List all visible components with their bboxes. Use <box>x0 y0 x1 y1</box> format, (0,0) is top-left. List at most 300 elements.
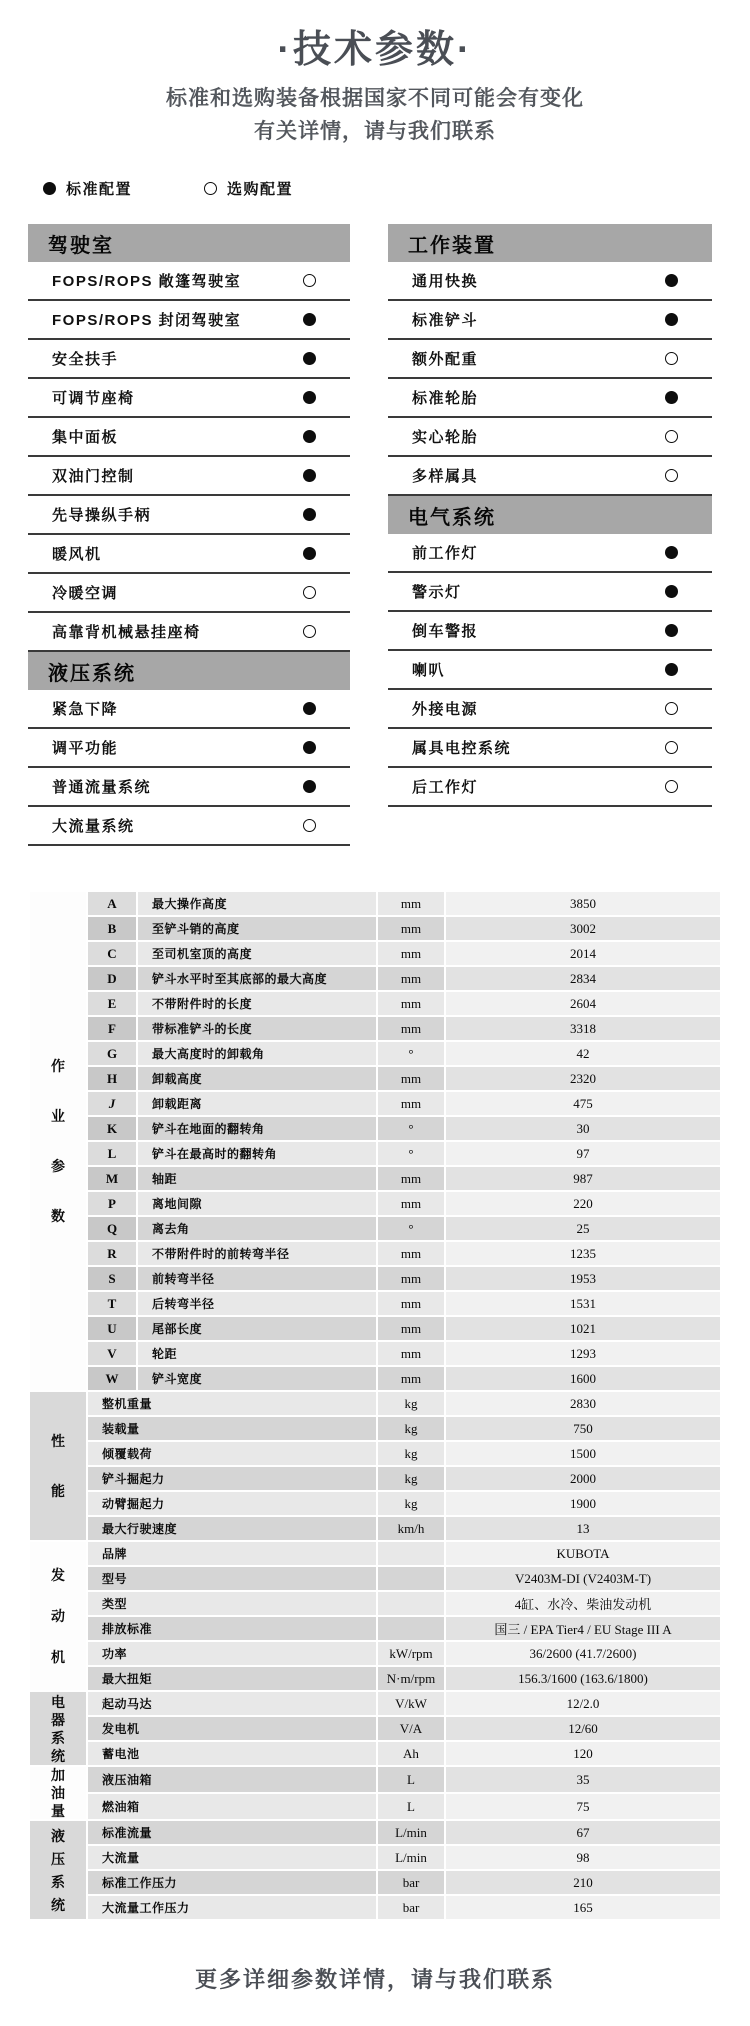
spec-row <box>30 1492 720 1515</box>
optional-dot-icon <box>665 469 678 482</box>
spec-row-name: 品牌 <box>88 1542 376 1565</box>
spec-row-value: 156.3/1600 (163.6/1800) <box>446 1667 720 1690</box>
standard-dot-icon <box>665 274 678 287</box>
spec-row-value: 2000 <box>446 1467 720 1490</box>
spec-row-name: 整机重量 <box>88 1392 376 1415</box>
config-column-right <box>388 224 712 807</box>
group-label-char: 量 <box>51 1803 65 1819</box>
standard-dot-icon <box>303 430 316 443</box>
spec-group-label <box>30 1542 86 1690</box>
spec-row-name: 前转弯半径 <box>138 1267 376 1290</box>
spec-group-label <box>30 892 86 1390</box>
optional-dot-icon <box>665 702 678 715</box>
spec-row-unit: bar <box>378 1871 444 1894</box>
spec-row-value: KUBOTA <box>446 1542 720 1565</box>
page-title: ·技术参数· <box>277 29 473 71</box>
legend-optional <box>204 178 293 199</box>
spec-row-name: 铲斗掘起力 <box>88 1467 376 1490</box>
standard-dot-icon <box>665 313 678 326</box>
spec-row-letter: K <box>88 1117 136 1140</box>
standard-dot-icon <box>303 780 316 793</box>
config-row <box>388 534 712 573</box>
legend-standard <box>43 178 132 199</box>
spec-row-value: 1235 <box>446 1242 720 1265</box>
spec-row-name: 燃油箱 <box>88 1794 376 1819</box>
spec-row-value: 35 <box>446 1767 720 1792</box>
spec-row <box>30 942 720 965</box>
config-row <box>28 768 350 807</box>
spec-row-unit: mm <box>378 1192 444 1215</box>
spec-row <box>30 1767 720 1792</box>
config-row <box>28 807 350 846</box>
spec-row-unit: kg <box>378 1492 444 1515</box>
spec-row-value: 2604 <box>446 992 720 1015</box>
spec-row-name: 大流量工作压力 <box>88 1896 376 1919</box>
standard-dot-icon <box>665 391 678 404</box>
config-row <box>388 651 712 690</box>
group-label-char: 发 <box>51 1567 65 1583</box>
spec-row <box>30 1217 720 1240</box>
spec-row-name: 铲斗水平时至其底部的最大高度 <box>138 967 376 990</box>
spec-group-label <box>30 1392 86 1540</box>
config-item-label: 普通流量系统 <box>52 779 152 796</box>
config-row <box>388 340 712 379</box>
spec-row-letter: G <box>88 1042 136 1065</box>
config-item-label: 标准轮胎 <box>412 390 479 407</box>
spec-group-label-text <box>30 1767 86 1819</box>
spec-row-value: 1500 <box>446 1442 720 1465</box>
spec-row-name: 类型 <box>88 1592 376 1615</box>
spec-row-value: 1600 <box>446 1367 720 1390</box>
spec-row <box>30 1167 720 1190</box>
config-row <box>388 379 712 418</box>
config-item-label: 倒车警报 <box>412 623 479 640</box>
config-row <box>28 613 350 652</box>
spec-row-value: 987 <box>446 1167 720 1190</box>
spec-row-unit: mm <box>378 1067 444 1090</box>
config-item-label: 冷暖空调 <box>52 585 119 602</box>
spec-row-name: 至铲斗销的高度 <box>138 917 376 940</box>
standard-dot-icon <box>303 547 316 560</box>
spec-row <box>30 892 720 915</box>
spec-group-label-text <box>30 1828 86 1913</box>
spec-row-value: 120 <box>446 1742 720 1765</box>
standard-dot-icon <box>303 702 316 715</box>
spec-row-unit: N·m/rpm <box>378 1667 444 1690</box>
group-label-char: 统 <box>51 1896 65 1913</box>
spec-row-value: 3318 <box>446 1017 720 1040</box>
spec-row-value: 12/60 <box>446 1717 720 1740</box>
spec-row-unit: mm <box>378 1267 444 1290</box>
config-row <box>28 690 350 729</box>
spec-row-unit: kg <box>378 1392 444 1415</box>
spec-row <box>30 1142 720 1165</box>
spec-row-name: 至司机室顶的高度 <box>138 942 376 965</box>
spec-row-name: 铲斗在最高时的翻转角 <box>138 1142 376 1165</box>
spec-row-name: 标准工作压力 <box>88 1871 376 1894</box>
legend-optional-label: 选购配置 <box>227 180 294 198</box>
config-item-label: 集中面板 <box>52 429 119 446</box>
spec-row-value: 13 <box>446 1517 720 1540</box>
config-item-label: 标准铲斗 <box>412 312 479 329</box>
section-header: 液压系统 <box>28 652 350 690</box>
spec-row-unit: kW/rpm <box>378 1642 444 1665</box>
spec-row-name: 最大操作高度 <box>138 892 376 915</box>
standard-dot-icon <box>303 352 316 365</box>
spec-row-value: 67 <box>446 1821 720 1844</box>
spec-row-unit: bar <box>378 1896 444 1919</box>
spec-group-label <box>30 1821 86 1919</box>
spec-row-value: 98 <box>446 1846 720 1869</box>
legend-standard-label: 标准配置 <box>66 180 133 198</box>
standard-dot-icon <box>665 663 678 676</box>
spec-row-unit <box>378 1617 444 1640</box>
spec-row-name: 尾部长度 <box>138 1317 376 1340</box>
spec-row-value: 12/2.0 <box>446 1692 720 1715</box>
spec-row <box>30 992 720 1015</box>
spec-row-letter: E <box>88 992 136 1015</box>
group-label-char: 参 <box>51 1158 65 1174</box>
configuration-lists <box>28 224 722 846</box>
spec-row-name: 铲斗宽度 <box>138 1367 376 1390</box>
config-item-label: 前工作灯 <box>412 545 479 562</box>
spec-row <box>30 1592 720 1615</box>
standard-dot-icon <box>43 182 56 195</box>
spec-row-letter: T <box>88 1292 136 1315</box>
spec-row-unit: L/min <box>378 1821 444 1844</box>
config-row <box>388 262 712 301</box>
optional-dot-icon <box>665 352 678 365</box>
spec-row-letter: C <box>88 942 136 965</box>
spec-row-unit: mm <box>378 1167 444 1190</box>
spec-row <box>30 1871 720 1894</box>
spec-group-label-text <box>30 1567 86 1665</box>
page-subtitle-line2: 有关详情，请与我们联系 <box>254 120 496 143</box>
config-row <box>28 301 350 340</box>
standard-dot-icon <box>665 585 678 598</box>
spec-row <box>30 1717 720 1740</box>
group-label-char: 油 <box>51 1785 65 1801</box>
config-row <box>28 496 350 535</box>
group-label-char: 系 <box>51 1729 65 1746</box>
group-label-char: 数 <box>51 1208 65 1224</box>
spec-row-value: 国三 / EPA Tier4 / EU Stage III A <box>446 1617 720 1640</box>
spec-row-unit: mm <box>378 1317 444 1340</box>
spec-row-unit: mm <box>378 1292 444 1315</box>
config-item-label: 大流量系统 <box>52 818 135 835</box>
spec-row <box>30 1317 720 1340</box>
spec-row-name: 发电机 <box>88 1717 376 1740</box>
spec-row <box>30 1567 720 1590</box>
spec-row <box>30 1417 720 1440</box>
spec-row-letter: D <box>88 967 136 990</box>
spec-row-name: 最大扭矩 <box>88 1667 376 1690</box>
spec-row-value: V2403M-DI (V2403M-T) <box>446 1567 720 1590</box>
config-row <box>388 729 712 768</box>
spec-row-name: 动臂掘起力 <box>88 1492 376 1515</box>
spec-row-value: 2320 <box>446 1067 720 1090</box>
spec-row <box>30 967 720 990</box>
spec-row-unit <box>378 1542 444 1565</box>
spec-row-value: 42 <box>446 1042 720 1065</box>
spec-row-name: 装载量 <box>88 1417 376 1440</box>
optional-dot-icon <box>665 780 678 793</box>
group-label-char: 动 <box>51 1608 65 1624</box>
spec-row-value: 1293 <box>446 1342 720 1365</box>
spec-row-letter: B <box>88 917 136 940</box>
spec-row-name: 后转弯半径 <box>138 1292 376 1315</box>
spec-row-name: 最大高度时的卸载角 <box>138 1042 376 1065</box>
spec-row-name: 排放标准 <box>88 1617 376 1640</box>
spec-row <box>30 1067 720 1090</box>
standard-dot-icon <box>303 391 316 404</box>
spec-row-name: 功率 <box>88 1642 376 1665</box>
spec-row-value: 97 <box>446 1142 720 1165</box>
spec-row-name: 离去角 <box>138 1217 376 1240</box>
group-label-char: 电 <box>51 1693 65 1710</box>
spec-row <box>30 1192 720 1215</box>
config-row <box>28 729 350 768</box>
config-item-label: 先导操纵手柄 <box>52 507 152 524</box>
spec-row-value: 25 <box>446 1217 720 1240</box>
config-row <box>28 418 350 457</box>
spec-row-value: 3850 <box>446 892 720 915</box>
spec-row <box>30 1794 720 1819</box>
config-row <box>28 535 350 574</box>
spec-row-value: 750 <box>446 1417 720 1440</box>
spec-row-unit: V/A <box>378 1717 444 1740</box>
spec-row-letter: S <box>88 1267 136 1290</box>
spec-row-unit: kg <box>378 1467 444 1490</box>
spec-row-unit <box>378 1592 444 1615</box>
spec-row <box>30 1117 720 1140</box>
config-column-left <box>28 224 350 846</box>
spec-row <box>30 1042 720 1065</box>
optional-dot-icon <box>665 430 678 443</box>
standard-dot-icon <box>665 624 678 637</box>
spec-row-letter: H <box>88 1067 136 1090</box>
config-row <box>388 690 712 729</box>
optional-dot-icon <box>303 625 316 638</box>
spec-row-unit: ° <box>378 1117 444 1140</box>
spec-row-name: 蓄电池 <box>88 1742 376 1765</box>
config-item-label: 多样属具 <box>412 468 479 485</box>
spec-row <box>30 1267 720 1290</box>
config-item-label: 警示灯 <box>412 584 462 601</box>
spec-row-unit: mm <box>378 1242 444 1265</box>
config-row <box>28 379 350 418</box>
spec-row <box>30 1442 720 1465</box>
spec-row <box>30 1392 720 1415</box>
spec-row-name: 不带附件时的长度 <box>138 992 376 1015</box>
spec-row-unit: ° <box>378 1142 444 1165</box>
config-item-label: 后工作灯 <box>412 779 479 796</box>
config-item-label: FOPS/ROPS 敞篷驾驶室 <box>52 273 242 290</box>
spec-row <box>30 1342 720 1365</box>
spec-row-unit: L <box>378 1767 444 1792</box>
config-item-label: 调平功能 <box>52 740 119 757</box>
spec-row <box>30 1742 720 1765</box>
spec-row-name: 卸载高度 <box>138 1067 376 1090</box>
config-row <box>388 612 712 651</box>
spec-row-value: 3002 <box>446 917 720 940</box>
spec-row <box>30 1692 720 1715</box>
spec-row <box>30 1017 720 1040</box>
config-item-label: 通用快换 <box>412 273 479 290</box>
spec-row-unit: kg <box>378 1417 444 1440</box>
spec-row-value: 30 <box>446 1117 720 1140</box>
group-label-char: 业 <box>51 1108 65 1124</box>
spec-row-unit: Ah <box>378 1742 444 1765</box>
spec-row-value: 1953 <box>446 1267 720 1290</box>
spec-row-value: 2830 <box>446 1392 720 1415</box>
spec-row-unit <box>378 1567 444 1590</box>
spec-row-unit: mm <box>378 1342 444 1365</box>
spec-row <box>30 1292 720 1315</box>
spec-row-name: 最大行驶速度 <box>88 1517 376 1540</box>
spec-row-letter: U <box>88 1317 136 1340</box>
spec-row-value: 36/2600 (41.7/2600) <box>446 1642 720 1665</box>
group-label-char: 统 <box>51 1747 65 1764</box>
config-row <box>28 340 350 379</box>
spec-row-value: 75 <box>446 1794 720 1819</box>
spec-row <box>30 1467 720 1490</box>
spec-row <box>30 1896 720 1919</box>
spec-row-name: 大流量 <box>88 1846 376 1869</box>
spec-row-name: 轮距 <box>138 1342 376 1365</box>
config-item-label: FOPS/ROPS 封闭驾驶室 <box>52 312 242 329</box>
spec-row <box>30 1092 720 1115</box>
config-row <box>388 457 712 496</box>
section-header: 工作装置 <box>388 224 712 262</box>
spec-row-unit: mm <box>378 967 444 990</box>
config-item-label: 额外配重 <box>412 351 479 368</box>
spec-group-label-text <box>30 1058 86 1224</box>
group-label-char: 器 <box>51 1711 65 1728</box>
spec-row-letter: Q <box>88 1217 136 1240</box>
config-row <box>28 574 350 613</box>
optional-dot-icon <box>303 274 316 287</box>
spec-row-value: 1021 <box>446 1317 720 1340</box>
spec-row <box>30 1242 720 1265</box>
config-item-label: 喇叭 <box>412 662 446 679</box>
spec-row-letter: F <box>88 1017 136 1040</box>
spec-row-unit: mm <box>378 1092 444 1115</box>
spec-row-letter: R <box>88 1242 136 1265</box>
spec-row-name: 起动马达 <box>88 1692 376 1715</box>
spec-row-letter: A <box>88 892 136 915</box>
spec-row-name: 倾覆载荷 <box>88 1442 376 1465</box>
page-subtitle-line1: 标准和选购装备根据国家不同可能会有变化 <box>166 87 584 110</box>
config-row <box>388 301 712 340</box>
spec-row-letter: M <box>88 1167 136 1190</box>
group-label-char: 机 <box>51 1649 65 1665</box>
spec-row-unit: km/h <box>378 1517 444 1540</box>
spec-row-unit: mm <box>378 917 444 940</box>
config-item-label: 双油门控制 <box>52 468 135 485</box>
optional-dot-icon <box>665 741 678 754</box>
config-item-label: 暖风机 <box>52 546 102 563</box>
config-row <box>28 262 350 301</box>
spec-table <box>28 890 722 1921</box>
config-item-label: 安全扶手 <box>52 351 119 368</box>
standard-dot-icon <box>303 508 316 521</box>
spec-group-label <box>30 1692 86 1765</box>
spec-row-letter: V <box>88 1342 136 1365</box>
spec-row-value: 220 <box>446 1192 720 1215</box>
config-item-label: 紧急下降 <box>52 701 119 718</box>
spec-row-unit: mm <box>378 892 444 915</box>
config-item-label: 可调节座椅 <box>52 390 135 407</box>
spec-row-value: 4缸、水冷、柴油发动机 <box>446 1592 720 1615</box>
spec-row-name: 液压油箱 <box>88 1767 376 1792</box>
spec-row-name: 轴距 <box>138 1167 376 1190</box>
spec-row-letter: J <box>88 1092 136 1115</box>
spec-row <box>30 1617 720 1640</box>
spec-row <box>30 1667 720 1690</box>
standard-dot-icon <box>303 469 316 482</box>
group-label-char: 作 <box>51 1058 65 1074</box>
spec-row-letter: W <box>88 1367 136 1390</box>
config-item-label: 外接电源 <box>412 701 479 718</box>
spec-row-unit: mm <box>378 992 444 1015</box>
spec-row-unit: mm <box>378 942 444 965</box>
group-label-char: 能 <box>51 1483 65 1499</box>
config-row <box>388 768 712 807</box>
spec-row-value: 210 <box>446 1871 720 1894</box>
group-label-char: 系 <box>51 1873 65 1890</box>
section-header: 电气系统 <box>388 496 712 534</box>
legend <box>43 178 750 198</box>
optional-dot-icon <box>303 819 316 832</box>
spec-row-unit: ° <box>378 1217 444 1240</box>
spec-row-unit: L/min <box>378 1846 444 1869</box>
spec-group-label-text <box>30 1433 86 1499</box>
spec-row-value: 165 <box>446 1896 720 1919</box>
config-row <box>388 418 712 457</box>
config-row <box>28 457 350 496</box>
config-item-label: 高靠背机械悬挂座椅 <box>52 624 201 641</box>
spec-row-unit: L <box>378 1794 444 1819</box>
spec-row-value: 1531 <box>446 1292 720 1315</box>
group-label-char: 液 <box>51 1827 65 1844</box>
spec-group-label-text <box>30 1694 86 1764</box>
standard-dot-icon <box>303 741 316 754</box>
spec-row-name: 标准流量 <box>88 1821 376 1844</box>
spec-row-name: 带标准铲斗的长度 <box>138 1017 376 1040</box>
spec-row-name: 卸载距离 <box>138 1092 376 1115</box>
spec-row-unit: mm <box>378 1367 444 1390</box>
standard-dot-icon <box>665 546 678 559</box>
spec-row-name: 型号 <box>88 1567 376 1590</box>
spec-row-unit: V/kW <box>378 1692 444 1715</box>
spec-row <box>30 917 720 940</box>
spec-row-value: 2834 <box>446 967 720 990</box>
spec-row-unit: mm <box>378 1017 444 1040</box>
spec-group-label <box>30 1767 86 1819</box>
spec-row <box>30 1517 720 1540</box>
spec-row-letter: L <box>88 1142 136 1165</box>
spec-row <box>30 1846 720 1869</box>
spec-row <box>30 1542 720 1565</box>
spec-row <box>30 1367 720 1390</box>
spec-row-unit: kg <box>378 1442 444 1465</box>
spec-row <box>30 1642 720 1665</box>
config-item-label: 属具电控系统 <box>412 740 512 757</box>
page-footer: 更多详细参数详情，请与我们联系 <box>194 1967 555 1992</box>
section-header: 驾驶室 <box>28 224 350 262</box>
spec-row-name: 离地间隙 <box>138 1192 376 1215</box>
